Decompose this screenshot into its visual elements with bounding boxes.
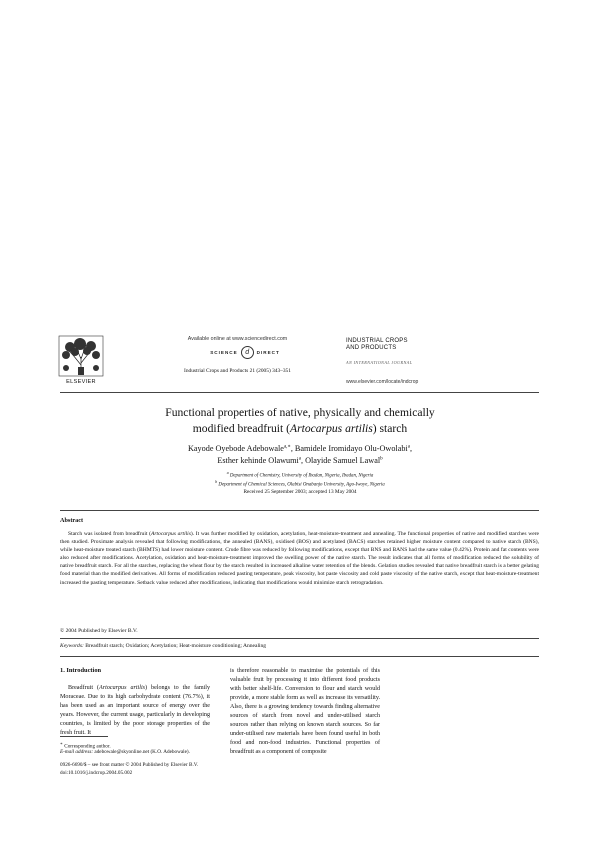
abstract-top-divider — [60, 510, 539, 511]
corresponding-mark: ∗ — [60, 741, 63, 746]
affiliation-mark: a — [226, 471, 229, 475]
footnote-divider — [60, 736, 108, 737]
author-name: Olayide Samuel Lawal — [305, 455, 381, 465]
sciencedirect-symbol: d — [241, 346, 254, 359]
doi-link[interactable]: doi:10.1016/j.indcrop.2004.05.002 — [60, 770, 133, 776]
available-online-text: Available online at www.sciencedirect.com — [187, 336, 288, 342]
keywords-top-divider — [60, 638, 539, 639]
article-title — [120, 405, 480, 436]
corresponding-text: Corresponding author. — [64, 743, 111, 750]
publisher-name: ELSEVIER — [66, 379, 96, 385]
title-text-pre: modified breadfruit ( — [192, 421, 290, 435]
header-divider — [60, 392, 539, 393]
abstract-heading: Abstract — [60, 517, 84, 524]
author-list: Kayode Oyebode Adebowale$^{a,∗}$, Bamidele Iromidayo Olu-Owolabi$^a$, Esther kehinde Olawumi$^a$, Olayide Samuel Lawal$^b$ — [188, 444, 412, 465]
abstract-text-post: ). It was further modified by oxidation, acetylation, heat-moisture-treatment and annealing. The functional properties of native and modified starches were then studied. Proximate analysis revealed that following modifications, the annealed (BANS), oxidised (BOS) and acetylated (BACS) starches retained higher moisture content compared to native starch (BNS), while heat-moisture treated starch (BHMTS) had lower moisture content. Crude fibre was reduced by following modifications, except that BNS and BANS had the same value (0.42%). Protein and fat contents were also reduced after modifications. Acetylation, oxidation and heat-moisture-treatment improved the swelling power of the native starch. The result indicates that all forms of modification reduced the solubility of native breadfruit starch. For all the starches, replacing the wheat flour by the starch resulted in increased alkaline water retention of the blends. Gelation studies revealed that native breadfruit starch is a better gelating food material than the modified derivatives. All forms of modification reduced pasting temperature, peak viscosity, hot paste viscosity and cold paste viscosity of the native starch, except that heat-moisture-treatment increased the pasting temperature. Setback value reduced after modifications, indicating that modifications would minimize starch retrogradation. — [60, 531, 540, 586]
email-footnote — [60, 749, 250, 756]
affiliation-text: Department of Chemical Sciences, Olabisi Onabanjo University, Ago-Iwoye, Nigeria — [218, 482, 385, 488]
issn-line: 0926-6690/$ – see front matter © 2004 Published by Elsevier B.V. — [60, 762, 199, 768]
intro-species-name: Artocarpus artilis — [99, 685, 146, 691]
abstract-copyright: © 2004 Published by Elsevier B.V. — [60, 628, 138, 634]
received-dates: Received 25 September 2003; accepted 13 May 2004 — [243, 489, 357, 495]
intro-left-text-post: ) belongs to the family Moraceae. Due to its high carbohydrate content (76.7%), it has been used as an important source of energy over the years. However, the current usage, particularly in developing countries, is limited by the poor storage properties of the fresh fruit. It — [60, 685, 210, 736]
abstract-species-name: Artocarpus artilis — [150, 531, 191, 537]
keywords-line — [60, 643, 539, 649]
sciencedirect-right-text: DIRECT — [256, 349, 280, 355]
sciencedirect-left-text: SCIENCE — [210, 349, 238, 355]
keywords-list: Breadfruit starch; Oxidation; Acetylation; Heat-moisture conditioning; Annealing — [85, 643, 267, 649]
title-species-name: Artocarpus artilis — [290, 421, 373, 435]
author-affiliation-mark: b — [380, 456, 383, 462]
intro-column-right: is therefore reasonable to maximise the potentials of this valuable fruit by processing it into different food products with better shelf-life. Conversion to flour and starch would provide, a more stable form as well as increase its versatility. Also, there is a growing tendency towards finding alternative sources of starch from novel and under-utilised starch sources rather than relying on known starch sources. So far under-utilised raw materials have been found useful in both food and non-food industries. Functional properties of breadfruit as a component of composite — [230, 668, 380, 755]
author-name: Esther kehinde Olawumi — [217, 455, 299, 465]
affiliation-item — [110, 471, 490, 480]
affiliation-item — [110, 480, 490, 489]
affiliation-list — [110, 471, 490, 489]
sciencedirect-logo — [175, 345, 315, 359]
journal-citation: Industrial Crops and Products 21 (2005) 343–351 — [184, 368, 291, 374]
author-name: Bamidele Iromidayo Olu-Owolabi — [294, 444, 408, 453]
author-name: Kayode Oyebode Adebowale — [188, 444, 284, 453]
author-affiliation-mark: a — [298, 456, 301, 462]
keywords-bottom-divider — [60, 656, 539, 657]
journal-title — [346, 338, 436, 351]
journal-title-line1: INDUSTRIAL CROPS — [346, 338, 408, 344]
affiliation-text: Department of Chemistry, University of Ibadan, Nigeria, Ibadan, Nigeria — [229, 473, 374, 479]
email-label: E-mail address: — [60, 749, 94, 755]
journal-url-link[interactable]: www.elsevier.com/locate/indcrop — [346, 379, 419, 385]
affiliation-mark: b — [215, 479, 218, 484]
email-address-link[interactable]: adebowale@skyonline.net (K.O. Adebowale). — [94, 749, 190, 755]
author-affiliation-mark: a — [407, 444, 410, 450]
section-heading-introduction: 1. Introduction — [60, 667, 102, 674]
abstract-text — [60, 530, 539, 587]
intro-column-left — [60, 684, 210, 738]
abstract-text-pre: Starch was isolated from breadfruit ( — [68, 531, 151, 537]
title-text-post: ) starch — [372, 421, 408, 435]
article-title-line2 — [120, 421, 480, 437]
journal-subtitle: AN INTERNATIONAL JOURNAL — [346, 360, 413, 365]
author-affiliation-mark: a,∗ — [283, 444, 291, 450]
keywords-label: Keywords: — [60, 643, 84, 649]
intro-left-text-pre: Breadfruit ( — [68, 685, 100, 691]
journal-title-line2: AND PRODUCTS — [346, 344, 397, 351]
article-title-line1: Functional properties of native, physically and chemically — [165, 406, 435, 419]
